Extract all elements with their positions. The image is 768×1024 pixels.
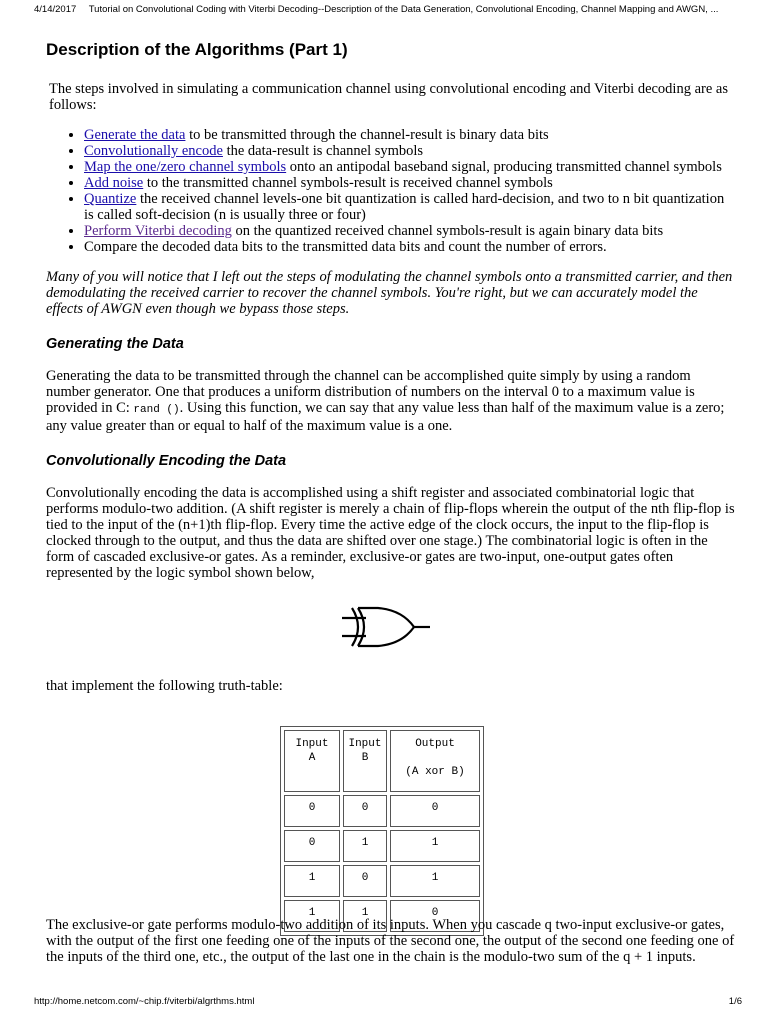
table-cell: 1 — [390, 865, 480, 897]
page-number: 1/6 — [728, 996, 742, 1007]
table-cell: 0 — [343, 865, 387, 897]
cascade-paragraph: The exclusive-or gate performs modulo-two addition of its inputs. When you cascade q two-input exclusive-or gates, with the output of the first one feeding one of the inputs of the second one, the output of the second one feeding one of the inputs of the third one, etc., the output of the last one in the chain is the modulo-two sum of the q + 1 inputs. — [46, 917, 735, 965]
generate-data-link[interactable]: Generate the data — [84, 127, 186, 143]
table-header-row — [284, 730, 480, 792]
list-item: • Map the one/zero channel symbols onto an antipodal baseband signal, producing transmitted channel symbols — [84, 159, 736, 175]
print-date: 4/14/2017 — [34, 4, 77, 15]
list-item: • Quantize the received channel levels-one bit quantization is called hard-decision, and two to n bit quantization is called soft-decision (n is usually three or four) — [84, 191, 736, 223]
encoding-paragraph: Convolutionally encoding the data is accomplished using a shift register and associated combinatorial logic that performs modulo-two addition. (A shift register is merely a chain of flip-flops wherein the output of the nth flip-flop is tied to the input of the (n+1)th flip-flop. Every time the active edge of the clock occurs, the input to the flip-flop is clocked through to the output, and thus the data are shifted over one stage.) The combinatorial logic is often in the form of cascaded exclusive-or gates. As a reminder, exclusive-or gates are two-input, one-output gates often represented by the logic symbol shown below, — [46, 485, 735, 581]
table-cell: 0 — [390, 795, 480, 827]
table-cell: 1 — [343, 900, 387, 932]
table-cell: 1 — [284, 865, 340, 897]
rand-code: rand () — [133, 404, 180, 416]
convolutionally-encode-link[interactable]: Convolutionally encode — [84, 143, 223, 159]
list-item: • Generate the data to be transmitted through the channel-result is binary data bits — [84, 127, 736, 143]
print-footer — [34, 996, 742, 1007]
footer-url: http://home.netcom.com/~chip.f/viterbi/algrthms.html — [34, 996, 255, 1007]
list-item: • Compare the decoded data bits to the transmitted data bits and count the number of errors. — [84, 239, 736, 255]
table-cell: 0 — [284, 830, 340, 862]
list-item: • Add noise to the transmitted channel symbols-result is received channel symbols — [84, 175, 736, 191]
column-header-output: Output (A xor B) — [390, 730, 480, 792]
generating-paragraph: Generating the data to be transmitted through the channel can be accomplished quite simply by using a random number generator. One that produces a uniform distribution of numbers on the interval 0 to a maximum value is provided in C: rand (). Using this function, we can say that any value less than half of the maximum value is a zero; any value greater than or equal to half of the maximum value is a one. — [46, 368, 725, 434]
truth-table-intro: that implement the following truth-table: — [46, 678, 283, 694]
table-row — [284, 865, 480, 897]
print-header — [34, 4, 748, 15]
table-row — [284, 830, 480, 862]
page-title: Description of the Algorithms (Part 1) — [46, 40, 348, 59]
section-heading-encoding: Convolutionally Encoding the Data — [46, 453, 287, 469]
section-heading-generating: Generating the Data — [46, 336, 184, 352]
xor-gate-symbol — [342, 606, 434, 650]
note-paragraph: Many of you will notice that I left out the steps of modulating the channel symbols onto a transmitted carrier, and then demodulating the received carrier to recover the channel symbols. You're right, but we can accurately model the effects of AWGN even though we bypass those steps. — [46, 269, 733, 317]
column-header-input-a: Input A — [284, 730, 340, 792]
table-cell: 0 — [284, 795, 340, 827]
table-cell: 0 — [343, 795, 387, 827]
intro-paragraph: The steps involved in simulating a communication channel using convolutional encoding and Viterbi decoding are as follows: — [49, 81, 728, 113]
article — [46, 40, 736, 965]
table-cell: 1 — [390, 830, 480, 862]
quantize-link[interactable]: Quantize — [84, 191, 137, 207]
steps-list — [46, 127, 736, 255]
table-cell: 1 — [284, 900, 340, 932]
viterbi-decoding-link[interactable]: Perform Viterbi decoding — [84, 223, 232, 239]
list-item: • Perform Viterbi decoding on the quantized received channel symbols-result is again binary data bits — [84, 223, 736, 239]
add-noise-link[interactable]: Add noise — [84, 175, 144, 191]
list-item: • Convolutionally encode the data-result is channel symbols — [84, 143, 736, 159]
table-row — [284, 795, 480, 827]
table-cell: 1 — [343, 830, 387, 862]
map-symbols-link[interactable]: Map the one/zero channel symbols — [84, 159, 287, 175]
table-cell: 0 — [390, 900, 480, 932]
column-header-input-b: Input B — [343, 730, 387, 792]
print-title: Tutorial on Convolutional Coding with Viterbi Decoding--Description of the Data Generation, Convolutional Encoding, Channel Mapping and AWGN, ... — [88, 4, 719, 15]
xor-truth-table — [280, 726, 484, 936]
